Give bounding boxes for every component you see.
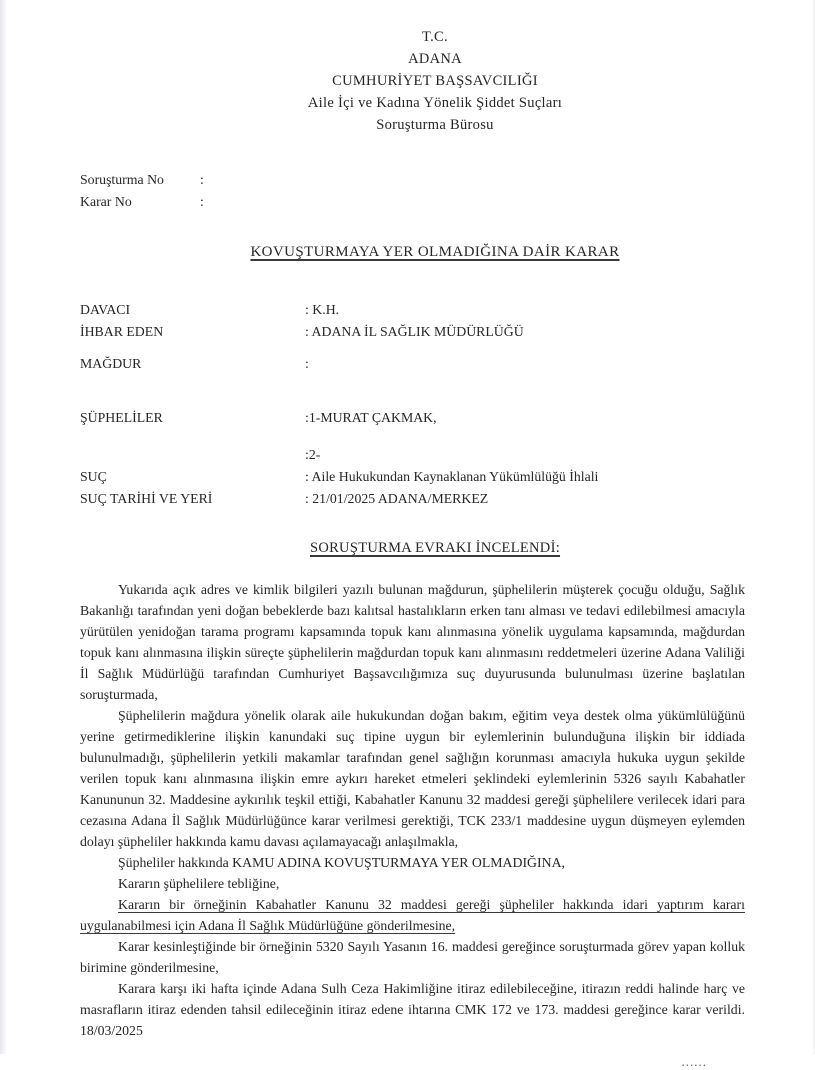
document-title <box>80 244 745 261</box>
party-value: : Aile Hukukundan Kaynaklanan Yükümlülüğü İhlali <box>305 469 599 484</box>
investigation-number-separator: : <box>200 172 204 187</box>
party-value: : <box>305 356 309 371</box>
paragraph-law-enforcement-copy: Karar kesinleştiğinde bir örneğinin 5320 Sayılı Yasanın 16. maddesi gereğince soruşturmada görev yapan kolluk birimine gönderilmesine, <box>80 939 745 975</box>
party-row-suspects <box>80 407 745 429</box>
letterhead-city: ADANA <box>408 51 462 67</box>
party-row-suspect-2 <box>80 444 745 466</box>
decision-number-label: Karar No <box>80 194 132 209</box>
letterhead <box>80 26 745 136</box>
paragraph-ruling-non-prosecution: Şüpheliler hakkında KAMU ADINA KOVUŞTURMAYA YER OLMADIĞINA, <box>118 855 565 870</box>
section-heading-text: SORUŞTURMA EVRAKI İNCELENDİ: <box>309 540 561 556</box>
party-value: :2- <box>305 447 321 462</box>
party-label: SUÇ <box>80 469 107 484</box>
party-value: : K.H. <box>305 302 340 317</box>
parties-block <box>80 299 745 510</box>
party-label: SUÇ TARİHİ VE YERİ <box>80 491 213 506</box>
party-label: DAVACI <box>80 302 131 317</box>
signature-placeholder-dots: ...... <box>681 1054 707 1069</box>
party-row-informant <box>80 321 745 343</box>
party-label: İHBAR EDEN <box>80 324 164 339</box>
paragraph-assessment: Şüphelilerin mağdura yönelik olarak aile hukukundan doğan bakım, eğitim veya destek olma yükümlülüğünü yerine getirmediklerine ilişkin kanundaki suç tipine uygun bir eylemlerinin bulunduğuna ilişkin bir iddiada bulunulmadığı, şüphelilerin yetkili makamlar tarafından genel sağlığın korunması amacıyla hukuka uygun şekilde verilen topuk kanı alınmasına ilişkin emre aykırı hareket etmeleri şeklindeki eylemlerinin 5326 sayılı Kabahatler Kanununun 32. Maddesine aykırılık teşkil ettiği, Kabahatler Kanunu 32 maddesi gereği şüphelilere verilecek idari para cezasına Adana İl Sağlık Müdürlüğünce karar verilmesi gerektiği, TCK 233/1 maddesine uygun düşmeyen eylemden dolayı şüpheliler hakkında kamu davası açılamayacağı anlaşılmakla, <box>80 708 745 849</box>
party-label: ŞÜPHELİLER <box>80 410 163 425</box>
investigation-number-row <box>80 169 745 191</box>
section-heading <box>80 540 745 557</box>
letterhead-country: T.C. <box>422 29 448 45</box>
decision-number-separator: : <box>200 194 204 209</box>
scan-edge-left <box>0 0 7 1054</box>
party-row-victim <box>80 353 745 375</box>
party-row-offense <box>80 466 745 488</box>
letterhead-office: CUMHURİYET BAŞSAVCILIĞI <box>332 73 538 89</box>
party-value: : ADANA İL SAĞLIK MÜDÜRLÜĞÜ <box>305 324 524 339</box>
investigation-number-label: Soruşturma No <box>80 172 164 187</box>
party-value: :1-MURAT ÇAKMAK, <box>305 410 437 425</box>
party-row-plaintiff <box>80 299 745 321</box>
party-row-offense-date-place <box>80 488 745 510</box>
letterhead-bureau-line2: Soruşturma Bürosu <box>376 117 494 133</box>
paragraph-referral-health-directorate: Kararın bir örneğinin Kabahatler Kanunu 32 maddesi gereği şüpheliler hakkında idari yaptırım kararı uygulanabilmesi için Adana İl Sağlık Müdürlüğüne gönderilmesine, <box>80 897 745 933</box>
party-label: MAĞDUR <box>80 356 142 371</box>
decision-number-row <box>80 191 745 213</box>
party-value: : 21/01/2025 ADANA/MERKEZ <box>305 491 489 506</box>
paragraph-notification: Kararın şüphelilere tebliğine, <box>118 876 280 891</box>
case-number-block <box>80 169 745 213</box>
decision-body <box>80 579 745 1041</box>
paragraph-background-1: Yukarıda açık adres ve kimlik bilgileri yazılı bulunan mağdurun, şüphelilerin müşterek çocuğu olduğu, Sağlık Bakanlığı tarafından yeni doğan bebeklerde bazı kalıtsal hastalıkların erken tanı alması ve tedavi edilebilmesi amacıyla yürütülen yenidoğan tarama programı kapsamında topuk kanı alınmasına yönelik uygulama kapsamında, mağdurdan topuk kanı alınmasına ilişkin süreçte şüphelilerin mağdurdan topuk kanı alınmasını reddetmeleri üzerine Adana Valiliği İl Sağlık Müdürlüğü tarafından Cumhuriyet Başsavcılığımıza suç duyurusunda bulunulması üzerine başlatılan soruşturmada, <box>80 582 745 702</box>
document-title-text: KOVUŞTURMAYA YER OLMADIĞINA DAİR KARAR <box>250 244 620 260</box>
paragraph-appeal-rights-and-date: Karara karşı iki hafta içinde Adana Sulh Ceza Hakimliğine itiraz edilebileceğine, itirazın reddi halinde harç ve masrafların itiraz edenden tahsil edileceğinin itiraz edene ihtarına CMK 172 ve 173. maddesi gereğince karar verildi. 18/03/2025 <box>80 981 745 1038</box>
letterhead-bureau-line1: Aile İçi ve Kadına Yönelik Şiddet Suçları <box>307 95 563 111</box>
